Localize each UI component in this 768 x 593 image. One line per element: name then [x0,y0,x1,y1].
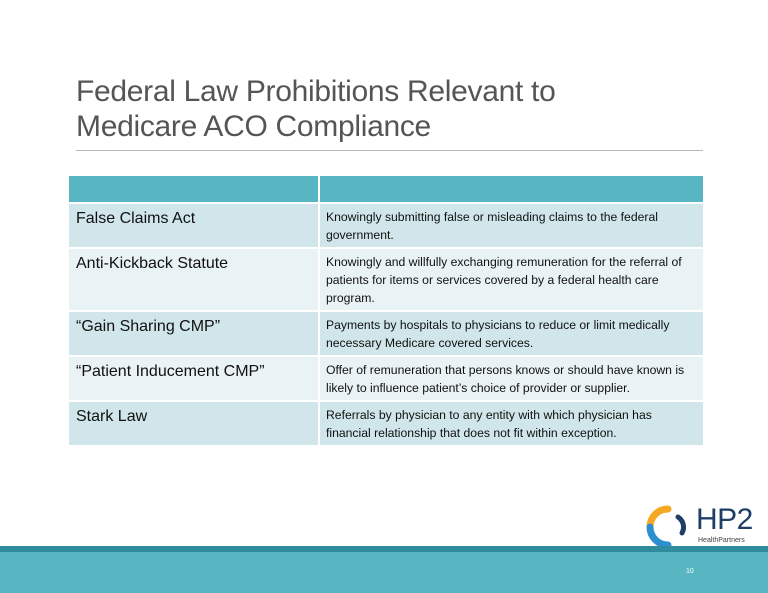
table-row [69,203,703,248]
title-divider [76,150,703,151]
law-description: Payments by hospitals to physicians to reduce or limit medically necessary Medicare covered services. [319,311,703,356]
law-description: Knowingly and willfully exchanging remuneration for the referral of patients for items or services covered by a federal health care program. [319,248,703,311]
law-name: False Claims Act [69,203,319,248]
footer-bar [0,552,768,593]
slide-title [76,74,696,144]
law-name: “Gain Sharing CMP” [69,311,319,356]
table-header-row [69,176,703,203]
law-description: Offer of remuneration that persons knows or should have known is likely to influence patient’s choice of provider or supplier. [319,356,703,401]
table-row [69,311,703,356]
logo-subtitle: HealthPartners [698,537,745,544]
law-name: Anti-Kickback Statute [69,248,319,311]
law-table [69,176,703,445]
slide-title-line-1: Federal Law Prohibitions Relevant to [76,75,556,108]
law-description: Knowingly submitting false or misleading claims to the federal government. [319,203,703,248]
slide-title-line-2: Medicare ACO Compliance [76,110,431,143]
page-number: 10 [686,568,694,575]
table-header-cell [319,176,703,203]
table-row [69,248,703,311]
law-name: Stark Law [69,401,319,445]
logo-wordmark: HP2 [696,503,753,536]
table-row [69,401,703,445]
law-name: “Patient Inducement CMP” [69,356,319,401]
table-header-cell [69,176,319,203]
hp2-logo [644,505,759,545]
table-row [69,356,703,401]
law-description: Referrals by physician to any entity with which physician has financial relationship that does not fit within exception. [319,401,703,445]
hp2-logo-mark-icon [644,505,692,549]
